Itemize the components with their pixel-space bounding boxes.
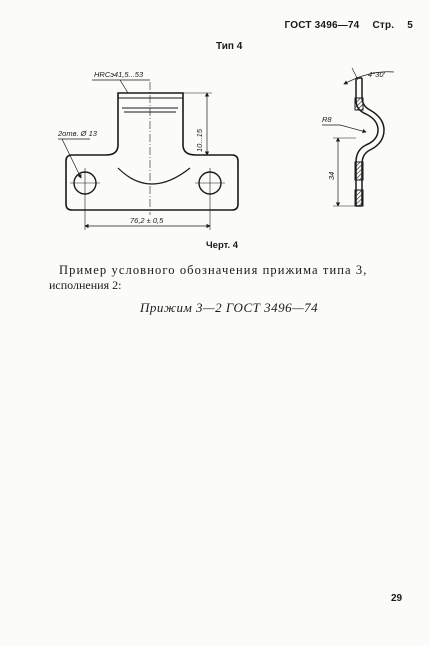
height-dim-label: 10...15	[195, 129, 204, 152]
figure-caption: Черт. 4	[206, 240, 239, 251]
page-number: 5	[407, 20, 413, 31]
radius-label: R8	[322, 115, 332, 124]
example-text-line1: Пример условного обозначения прижима типа 3,	[59, 263, 368, 277]
designation-example: Прижим 3—2 ГОСТ 3496—74	[140, 300, 319, 315]
type-title: Тип 4	[216, 41, 243, 52]
holes-label: 2отв. Ø 13	[58, 129, 97, 138]
width-dim-label: 76,2 ± 0,5	[130, 216, 164, 225]
side-view	[322, 68, 394, 206]
standard-number: ГОСТ 3496—74	[284, 20, 360, 31]
side-height-label: 34	[327, 171, 336, 180]
front-view	[58, 80, 238, 230]
page-label: Стр.	[372, 20, 395, 31]
example-text-line2: исполнения 2:	[49, 278, 122, 292]
page-footer-number: 29	[391, 593, 403, 604]
angle-dim-label: 4°30′	[368, 70, 385, 79]
hardness-label: HRCэ41,5...53	[94, 70, 144, 79]
